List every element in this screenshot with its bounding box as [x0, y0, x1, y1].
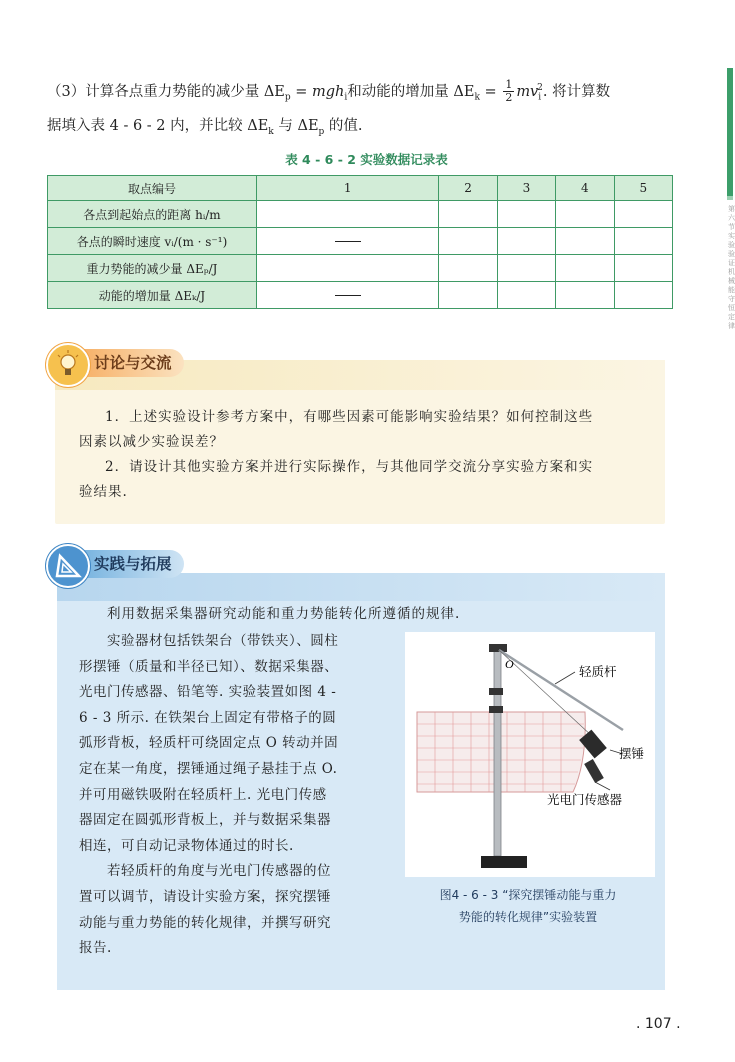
table-cell	[439, 282, 497, 309]
practice-line: 弧形背板，轻质杆可绕固定点 O 转动并固	[79, 735, 339, 752]
table-cell	[497, 282, 555, 309]
table-cell	[497, 255, 555, 282]
table-cell	[257, 201, 439, 228]
set-square-icon	[46, 544, 90, 588]
question-2-line2: 验结果.	[79, 484, 128, 500]
table-header-row	[48, 176, 673, 201]
table-cell	[614, 228, 672, 255]
table-cell	[497, 228, 555, 255]
fraction-one-half: $\frac{1}{2}$	[505, 78, 513, 105]
header-col: 4	[556, 176, 614, 201]
stand-base	[481, 856, 527, 868]
table-row	[48, 201, 673, 228]
side-label: 第六节 实验 验证机械能守恒定律	[728, 205, 735, 330]
table-cell	[439, 255, 497, 282]
stand-pole	[494, 646, 501, 856]
discussion-title: 讨论与交流	[48, 349, 184, 377]
header-label: 取点编号	[48, 176, 257, 201]
table-cell	[614, 255, 672, 282]
practice-line: 若轻质杆的角度与光电门传感器的位	[79, 863, 331, 880]
table-row	[48, 228, 673, 255]
header-col: 3	[497, 176, 555, 201]
table-row	[48, 255, 673, 282]
table-cell	[497, 201, 555, 228]
practice-intro: 利用数据采集器研究动能和重力势能转化所遵循的规律.	[107, 606, 461, 622]
practice-line: 置可以调节，请设计实验方案，探究摆锤	[79, 888, 331, 905]
table-title: 表 4 - 6 - 2 实验数据记录表	[285, 152, 448, 167]
practice-body	[79, 629, 379, 962]
practice-line: 相连，可自动记录物体通过的时长.	[79, 837, 294, 854]
practice-line: 实验器材包括铁架台（带铁夹）、圆柱	[79, 633, 339, 649]
table-cell	[439, 228, 497, 255]
apparatus-figure	[405, 632, 665, 882]
chapter-tab	[727, 68, 733, 196]
practice-line: 光电门传感器、铅笔等. 实验装置如图 4 -	[79, 684, 337, 701]
sensor-label: 光电门传感器	[547, 792, 623, 807]
practice-line: 定在某一角度，摆锤通过绳子悬挂于点 O.	[79, 760, 338, 777]
dash-mark	[335, 295, 361, 296]
practice-line: 器固定在圆弧形背板上，并与数据采集器	[79, 812, 331, 829]
practice-line: 6 - 3 所示. 在铁架台上固定有带格子的圆	[79, 709, 337, 726]
row-label: 动能的增加量 ΔEₖ/J	[48, 282, 257, 309]
data-table	[47, 175, 673, 309]
clamp-middle	[489, 688, 503, 695]
table-cell	[614, 201, 672, 228]
figure-caption-line1: 图4 - 6 - 3 “探究摆锤动能与重力	[439, 888, 617, 902]
row-label: 各点的瞬时速度 vᵢ/(m · s⁻¹)	[48, 228, 257, 255]
table-cell	[614, 282, 672, 309]
top-clamp	[489, 644, 507, 652]
dash-mark	[335, 241, 361, 242]
point-o-label: O	[505, 657, 514, 671]
question-1-line2: 因素以减少实验误差？	[79, 434, 224, 450]
practice-title: 实践与拓展	[48, 550, 184, 578]
header-col: 1	[257, 176, 439, 201]
clamp-lower	[489, 706, 503, 713]
lightbulb-icon	[46, 343, 90, 387]
table-cell-dash	[257, 282, 439, 309]
question-2-line1: 2．请设计其他实验方案并进行实际操作，与其他同学交流分享实验方案和实	[105, 459, 594, 475]
figure-caption-line2: 势能的转化规律”实验装置	[458, 910, 598, 924]
practice-line: 形摆锤（质量和半径已知）、数据采集器、	[79, 658, 339, 675]
row-label: 各点到起始点的距离 hᵢ/m	[48, 201, 257, 228]
table-cell-dash	[257, 228, 439, 255]
rod-label: 轻质杆	[579, 664, 617, 679]
chapter-tab-accent	[727, 196, 733, 200]
table-cell	[556, 255, 614, 282]
practice-line: 报告.	[79, 940, 112, 957]
table-cell	[556, 282, 614, 309]
table-cell	[439, 201, 497, 228]
table-cell	[257, 255, 439, 282]
table-cell	[556, 228, 614, 255]
page-number: . 107 .	[636, 1016, 681, 1032]
row-label: 重力势能的减少量 ΔEₚ/J	[48, 255, 257, 282]
step3-line1: （3）计算各点重力势能的减少量 $\Delta E_p = mgh_i$和动能的增加量 $\Delta E_k$ = $\frac{1}{2}$ $mv_i^2$. 将计算数	[47, 78, 611, 105]
header-col: 5	[614, 176, 672, 201]
table-row	[48, 282, 673, 309]
pendulum-label: 摆锤	[619, 746, 645, 761]
practice-line: 动能与重力势能的转化规律，并撰写研究	[79, 914, 331, 931]
table-cell	[556, 201, 614, 228]
figure-caption	[408, 884, 648, 928]
question-1-line1: 1．上述实验设计参考方案中，有哪些因素可能影响实验结果？如何控制这些	[105, 409, 594, 425]
header-col: 2	[439, 176, 497, 201]
practice-line: 并可用磁铁吸附在轻质杆上. 光电门传感	[79, 786, 327, 803]
step3-line2: 据填入表 4 - 6 - 2 内，并比较 $\Delta E_k$ 与 $\Delta E_p$ 的值.	[47, 118, 363, 137]
